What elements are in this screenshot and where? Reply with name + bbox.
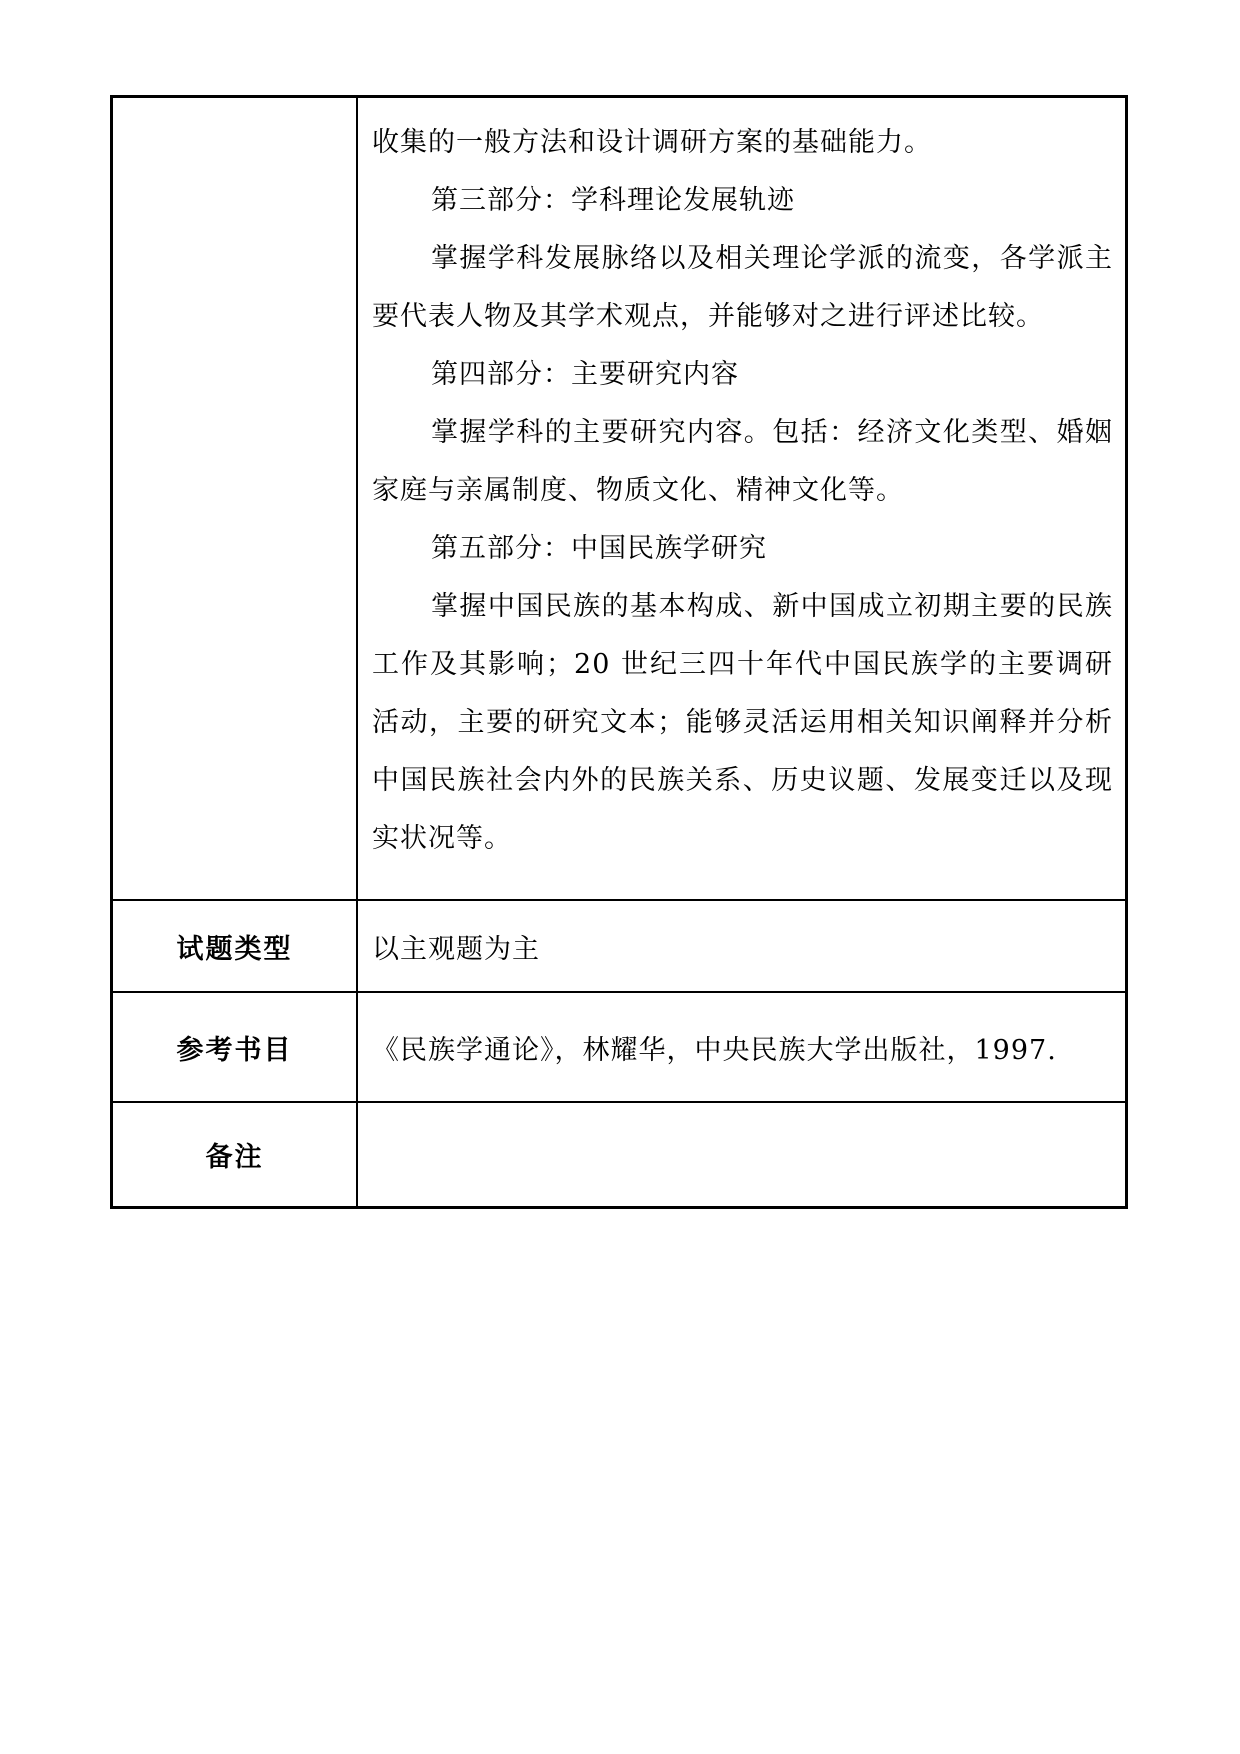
content-line: 收集的一般方法和设计调研方案的基础能力。 (372, 127, 932, 158)
section-heading: 第三部分：学科理论发展轨迹 (431, 185, 795, 216)
remarks-label: 备注 (113, 1101, 358, 1206)
section-paragraph: 掌握学科的主要研究内容。包括：经济文化类型、婚姻家庭与亲属制度、物质文化、精神文化等。 (372, 417, 1113, 506)
section-paragraph: 掌握中国民族的基本构成、新中国成立初期主要的民族工作及其影响；20 世纪三四十年代中国民族学的主要调研活动，主要的研究文本；能够灵活运用相关知识阐释并分析中国民族社会内外的民族关系、历史议题、发展变迁以及现实状况等。 (372, 591, 1113, 854)
content-body-cell (358, 98, 1125, 899)
content-label-cell (113, 98, 358, 899)
section-paragraph: 掌握学科发展脉络以及相关理论学派的流变，各学派主要代表人物及其学术观点，并能够对之进行评述比较。 (372, 243, 1113, 332)
remarks-value (358, 1101, 1125, 1206)
exam-outline-table (110, 95, 1128, 1209)
references-label: 参考书目 (113, 991, 358, 1101)
section-heading: 第四部分：主要研究内容 (431, 359, 739, 390)
section-heading: 第五部分：中国民族学研究 (431, 533, 767, 564)
question-type-value: 以主观题为主 (358, 899, 1125, 991)
question-type-label: 试题类型 (113, 899, 358, 991)
references-value: 《民族学通论》，林耀华，中央民族大学出版社，1997. (358, 991, 1125, 1101)
